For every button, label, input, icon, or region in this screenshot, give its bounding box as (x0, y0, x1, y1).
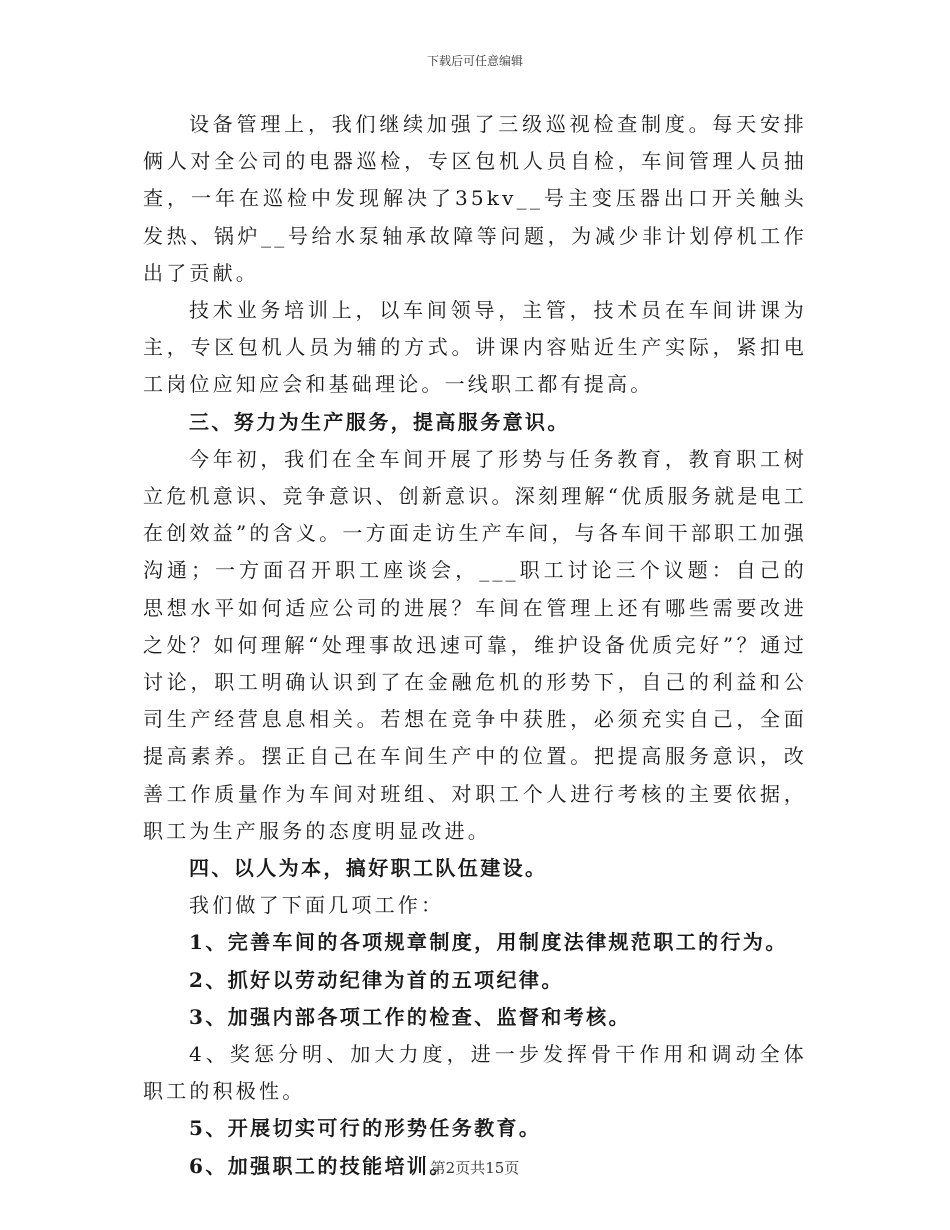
paragraph-equipment-management: 设备管理上，我们继续加强了三级巡视检查制度。每天安排俩人对全公司的电器巡检，专区包机人员自检，车间管理人员抽查，一年在巡检中发现解决了35kv__号主变压器出口开关触头发热、锅炉__号给水泵轴承故障等问题，为减少非计划停机工作出了贡献。 (143, 112, 807, 285)
page-footer: 第2页共15页 (430, 1159, 520, 1177)
paragraph-service-awareness: 今年初，我们在全车间开展了形势与任务教育，教育职工树立危机意识、竞争意识、创新意识。深刻理解“优质服务就是电工在创效益”的含义。一方面走访生产车间，与各车间干部职工加强沟通；一方面召开职工座谈会，___职工讨论三个议题：自己的思想水平如何适应公司的进展？车间在管理上还有哪些需要改进之处？如何理解“处理事故迅速可靠，维护设备优质完好”？通过讨论，职工明确认识到了在金融危机的形势下，自己的利益和公司生产经营息息相关。若想在竞争中获胜，必须充实自己，全面提高素养。摆正自己在车间生产中的位置。把提高服务意识，改善工作质量作为车间对班组、对职工个人进行考核的主要依据，职工为生产服务的态度明显改进。 (143, 446, 807, 843)
page-header: 下载后可任意编辑 (426, 54, 523, 68)
section-heading-3: 三、努力为生产服务，提高服务意识。 (189, 409, 570, 434)
section-heading-4: 四、以人为本，搞好职工队伍建设。 (189, 856, 548, 881)
paragraph-intro-list: 我们做了下面几项工作： (189, 893, 445, 918)
list-item-4: 4、奖惩分明、加大力度，进一步发挥骨干作用和调动全体职工的积极性。 (143, 1042, 807, 1104)
list-item-1: 1、完善车间的各项规章制度，用制度法律规范职工的行为。 (189, 930, 788, 955)
list-item-5: 5、开展切实可行的形势任务教育。 (189, 1116, 542, 1141)
paragraph-technical-training: 技术业务培训上，以车间领导，主管，技术员在车间讲课为主，专区包机人员为辅的方式。讲课内容贴近生产实际，紧扣电工岗位应知应会和基础理论。一线职工都有提高。 (143, 298, 807, 397)
document-body (143, 106, 807, 1185)
list-item-6: 6、加强职工的技能培训。 (189, 1153, 452, 1178)
list-item-3: 3、加强内部各项工作的检查、监督和考核。 (189, 1004, 631, 1029)
list-item-2: 2、抓好以劳动纪律为首的五项纪律。 (189, 967, 564, 992)
